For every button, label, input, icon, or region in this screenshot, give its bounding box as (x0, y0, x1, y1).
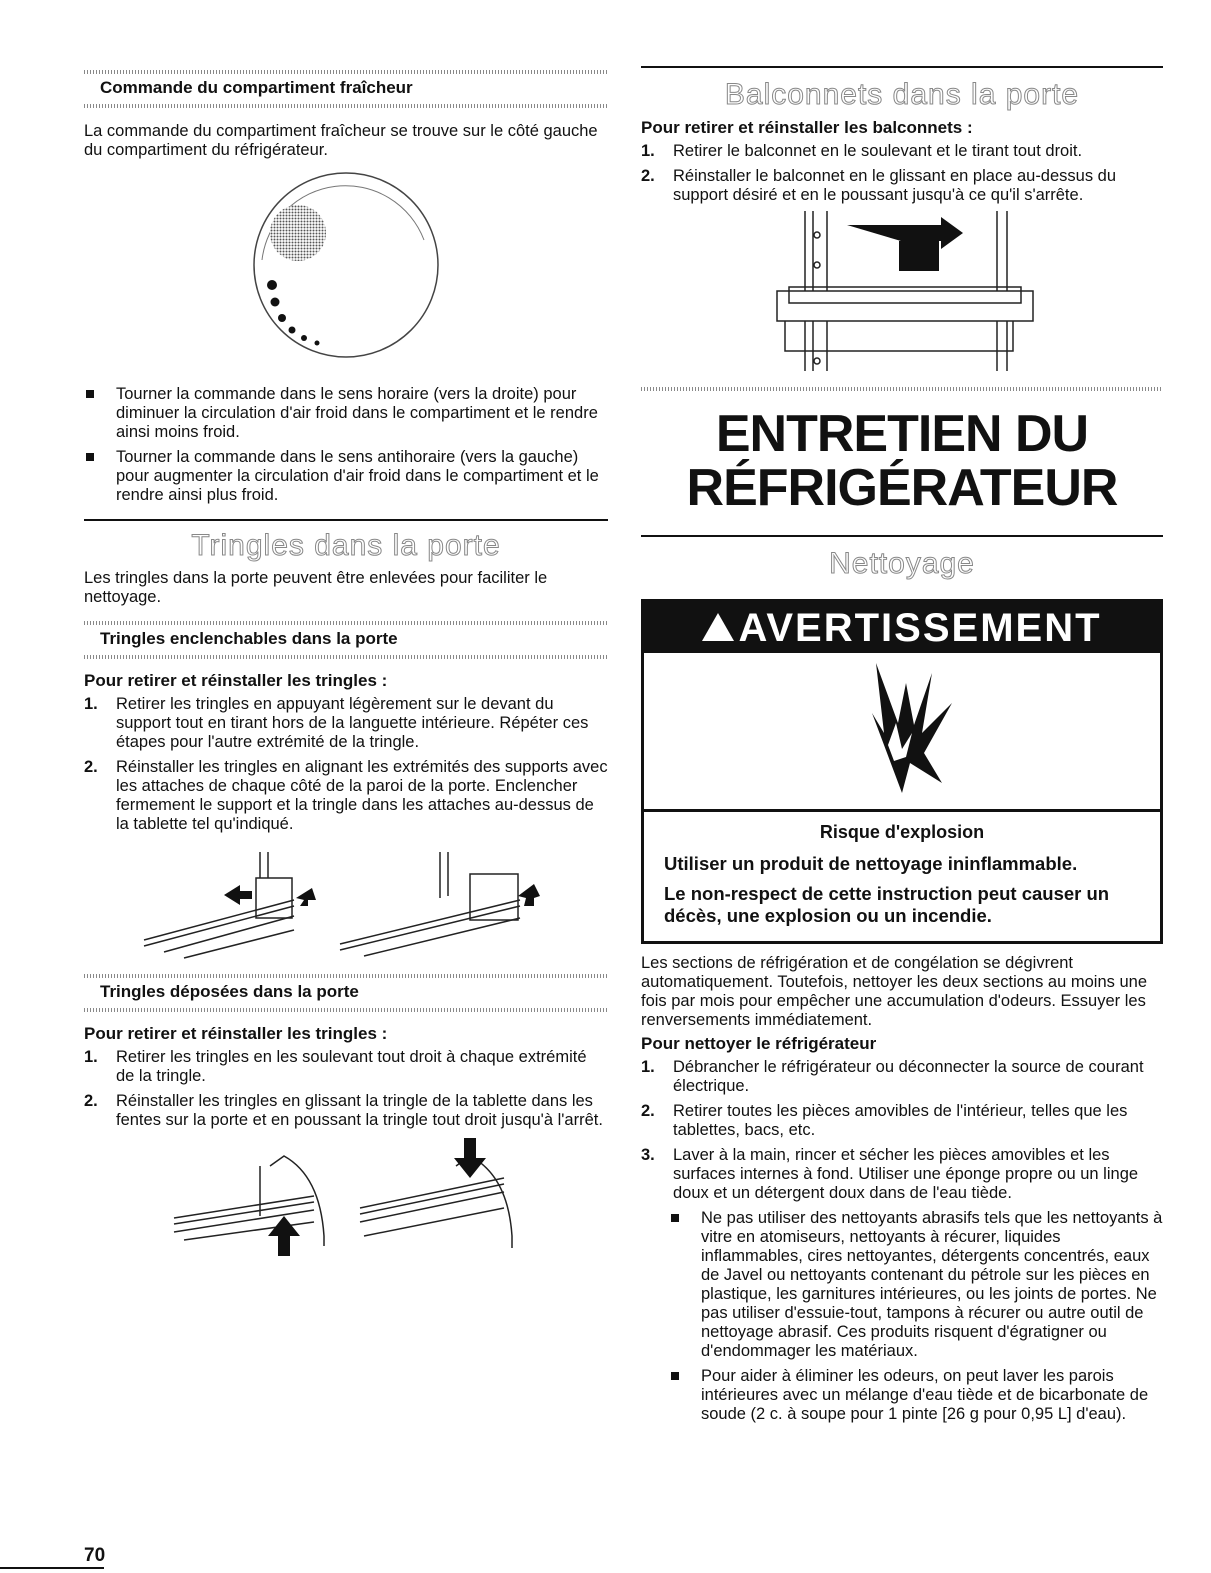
drop-heading: Tringles déposées dans la porte (100, 982, 359, 1001)
list-item: 3. Laver à la main, rincer et sécher les pièces amovibles et les surfaces internes à fond. Utiliser une éponge propre ou un linge doux et un détergent doux dans de l'eau tiède. (641, 1146, 1139, 1202)
drop-rail-illustration (84, 1136, 608, 1266)
bullet-icon (86, 390, 94, 398)
clean-steps (641, 1058, 1163, 1203)
clean-bullets (669, 1209, 1163, 1424)
bullet-icon (671, 1372, 679, 1380)
divider (84, 655, 608, 659)
list-item: 1. Débrancher le réfrigérateur ou déconnecter la source de courant électrique. (641, 1058, 1144, 1095)
fresh-heading: Commande du compartiment fraîcheur (100, 78, 413, 97)
list-item: Tourner la commande dans le sens horaire (vers la droite) pour diminuer la circulation d'air froid dans le compartiment et le rendre ainsi moins froid. (84, 385, 608, 442)
list-item: Pour aider à éliminer les odeurs, on peut laver les parois intérieures avec un mélange d'eau tiède et de bicarbonate de soude (2 c. à soupe pour 1 pinte [26 g pour 0,95 L] d'eau). (669, 1367, 1163, 1424)
divider (641, 66, 1163, 68)
control-dial-icon (84, 160, 608, 375)
list-item: 2. Retirer toutes les pièces amovibles de l'intérieur, telles que les tablettes, bacs, etc. (641, 1102, 1128, 1139)
fresh-text: La commande du compartiment fraîcheur se trouve sur le côté gauche du compartiment du réfrigérateur. (84, 122, 598, 159)
list-item: 2. Réinstaller les tringles en alignant les extrémités des supports avec les attaches de chaque côté de la paroi de la porte. Enclencher fermement le support et la tringle dans les attaches au-dessus de la tablette tel qu'indiqué. (84, 758, 608, 833)
warning-triangle-icon (702, 613, 734, 641)
door-bin-icon (641, 211, 1163, 383)
cleaning-title: Nettoyage (829, 547, 975, 580)
divider (84, 70, 608, 74)
footer-rule (0, 1567, 104, 1569)
divider (84, 519, 608, 521)
warning-header: AVERTISSEMENT (644, 602, 1160, 653)
drop-steps (84, 1048, 608, 1130)
list-item: Ne pas utiliser des nettoyants abrasifs tels que les nettoyants à vitre en atomiseurs, nettoyants à récurer, liquides inflammables, cires nettoyantes, détergents concentrés, eaux de Javel ou nettoyants contenant du pétrole sur les pièces en plastique, les garnitures intérieures, ou les joints de portes. Ne pas utiliser d'essuie-tout, tampons à récurer ou autre outil de nettoyage abrasif. Ces produits risquent d'égratigner ou d'endommager les matériaux. (669, 1209, 1163, 1361)
list-item: 2. Réinstaller le balconnet en le glissant en place au-dessus du support désiré et en le poussant jusqu'à ce qu'il s'arrête. (641, 167, 1117, 204)
rails-intro: Les tringles dans la porte peuvent être enlevées pour faciliter le nettoyage. (84, 569, 548, 606)
warning-line1: Utiliser un produit de nettoyage ininflammable. (664, 853, 1078, 874)
warning-risk: Risque d'explosion (819, 822, 985, 842)
clean-bold: Pour nettoyer le réfrigérateur (641, 1034, 877, 1053)
explosion-icon (802, 653, 1002, 803)
door-bin-illustration (641, 211, 1163, 383)
explosion-illustration (644, 653, 1160, 803)
divider (84, 1008, 608, 1012)
main-title-line2: RÉFRIGÉRATEUR (686, 459, 1118, 517)
list-item: Tourner la commande dans le sens antihoraire (vers la gauche) pour augmenter la circulation d'air froid dans le compartiment et le rendre ainsi plus froid. (84, 448, 608, 505)
drop-rail-icon (84, 1136, 608, 1266)
warning-inner (644, 809, 1160, 941)
page-number: 70 (84, 1545, 106, 1566)
list-item: 1. Retirer les tringles en appuyant légèrement sur le devant du support tout en tirant hors de la languette intérieure. Répéter ces étapes pour l'autre extrémité de la tringle. (84, 695, 589, 751)
bullet-icon (86, 453, 94, 461)
snap-heading: Tringles enclenchables dans la porte (100, 629, 398, 648)
fresh-bullets (84, 385, 608, 505)
warning-line2: Le non-respect de cette instruction peut causer un décès, une explosion ou un incendie. (664, 883, 1110, 926)
clean-text: Les sections de réfrigération et de congélation se dégivrent automatiquement. Toutefois, nettoyer les deux sections au moins une fois par mois pour empêcher une accumulation d'odeurs. Essuyer les renversements immédiatement. (641, 954, 1147, 1029)
divider (641, 387, 1163, 391)
left-column (84, 0, 608, 1266)
divider (84, 974, 608, 978)
right-column (641, 0, 1163, 1430)
rails-title: Tringles dans la porte (191, 529, 501, 562)
divider (84, 104, 608, 108)
control-dial-illustration (84, 160, 608, 375)
bins-bold: Pour retirer et réinstaller les balconnets : (641, 118, 973, 137)
list-item: 1. Retirer le balconnet en le soulevant et le tirant tout droit. (641, 142, 1083, 160)
list-item: 1. Retirer les tringles en les soulevant tout droit à chaque extrémité de la tringle. (84, 1048, 587, 1085)
snap-rail-icon (84, 840, 608, 960)
bins-title: Balconnets dans la porte (724, 78, 1080, 111)
bins-steps (641, 142, 1163, 205)
snap-bold: Pour retirer et réinstaller les tringles : (84, 671, 388, 690)
drop-bold: Pour retirer et réinstaller les tringles : (84, 1024, 388, 1043)
main-title-line1: ENTRETIEN DU (715, 405, 1089, 463)
warning-box (641, 599, 1163, 944)
divider (84, 621, 608, 625)
snap-steps (84, 695, 608, 834)
divider (641, 535, 1163, 537)
list-item: 2. Réinstaller les tringles en glissant la tringle de la tablette dans les fentes sur la porte et en poussant la tringle tout droit jusqu'à l'arrêt. (84, 1092, 603, 1129)
snap-rail-illustration (84, 840, 608, 960)
bullet-icon (671, 1214, 679, 1222)
